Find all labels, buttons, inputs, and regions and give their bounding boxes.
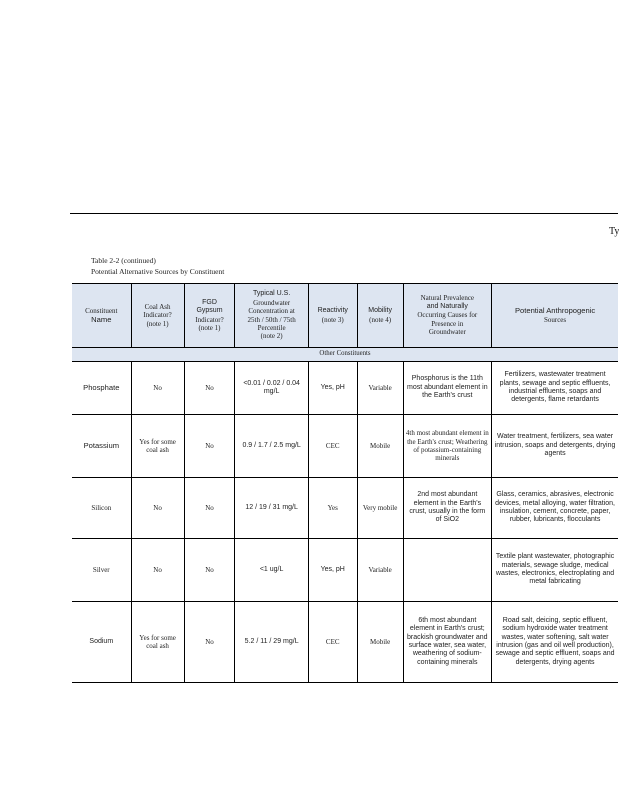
- cell-name: Sodium: [72, 602, 131, 683]
- cell-name: Silicon: [72, 478, 131, 539]
- cell-reactivity: CEC: [308, 415, 357, 478]
- header-coal-ash: Coal Ash Indicator? (note 1): [131, 284, 184, 348]
- cell-concentration: 12 / 19 / 31 mg/L: [235, 478, 308, 539]
- caption-subtitle: Potential Alternative Sources by Constituent: [91, 267, 225, 276]
- table-row: [72, 478, 618, 539]
- cell-concentration: <1 ug/L: [235, 539, 308, 602]
- page-header: Ty: [609, 226, 619, 237]
- table-row: [72, 539, 618, 602]
- cell-mobility: Variable: [357, 362, 403, 415]
- cell-fgd: No: [184, 602, 235, 683]
- table-row: [72, 362, 618, 415]
- header-row: [72, 284, 618, 348]
- cell-coal-ash: Yes for some coal ash: [131, 602, 184, 683]
- group-row: [72, 348, 618, 362]
- cell-natural: [403, 539, 492, 602]
- cell-anthropogenic: Glass, ceramics, abrasives, electronic devices, metal alloying, water filtration, insulation, cement, concrete, paper, rubber, lubricants, flocculants: [492, 478, 618, 539]
- cell-fgd: No: [184, 478, 235, 539]
- alternative-sources-table: [72, 283, 618, 683]
- header-constituent-name: Constituent Name: [72, 284, 131, 348]
- cell-concentration: <0.01 / 0.02 / 0.04 mg/L: [235, 362, 308, 415]
- cell-name: Silver: [72, 539, 131, 602]
- cell-reactivity: Yes, pH: [308, 539, 357, 602]
- group-label: Other Constituents: [72, 348, 618, 362]
- header-reactivity: Reactivity (note 3): [308, 284, 357, 348]
- cell-anthropogenic: Fertilizers, wastewater treatment plants, sewage and septic effluents, industrial effluents, soaps and detergents, flame retardants: [492, 362, 618, 415]
- table-row: [72, 415, 618, 478]
- header-typical-concentration: Typical U.S. Groundwater Concentration at 25th / 50th / 75th Percentile (note 2): [235, 284, 308, 348]
- cell-reactivity: CEC: [308, 602, 357, 683]
- cell-anthropogenic: Textile plant wastewater, photographic materials, sewage sludge, medical wastes, electronics, electroplating and metal fabricating: [492, 539, 618, 602]
- cell-anthropogenic: Road salt, deicing, septic effluent, sodium hydroxide water treatment wastes, water softening, salt water intrusion (gas and oil well production), sewage and septic effluent, soaps and detergents, drying agents: [492, 602, 618, 683]
- table-caption: [91, 255, 224, 277]
- cell-coal-ash: No: [131, 539, 184, 602]
- cell-fgd: No: [184, 362, 235, 415]
- caption-title: Table 2-2 (continued): [91, 256, 156, 265]
- table-row: [72, 602, 618, 683]
- cell-natural: Phosphorus is the 11th most abundant element in the Earth's crust: [403, 362, 492, 415]
- cell-fgd: No: [184, 539, 235, 602]
- cell-natural: 4th most abundant element in the Earth's crust; Weathering of potassium-containing minerals: [403, 415, 492, 478]
- cell-natural: 2nd most abundant element in the Earth's crust, usually in the form of SiO2: [403, 478, 492, 539]
- cell-concentration: 0.9 / 1.7 / 2.5 mg/L: [235, 415, 308, 478]
- cell-name: Potassium: [72, 415, 131, 478]
- cell-name: Phosphate: [72, 362, 131, 415]
- top-rule: [70, 213, 618, 214]
- cell-coal-ash: No: [131, 478, 184, 539]
- cell-mobility: Mobile: [357, 602, 403, 683]
- header-natural-prevalence: Natural Prevalence and Naturally Occurring Causes for Presence in Groundwater: [403, 284, 492, 348]
- header-fgd-gypsum: FGD Gypsum Indicator? (note 1): [184, 284, 235, 348]
- cell-mobility: Variable: [357, 539, 403, 602]
- cell-natural: 6th most abundant element in Earth's crust; brackish groundwater and surface water, sea water, weathering of sodium-containing minerals: [403, 602, 492, 683]
- cell-fgd: No: [184, 415, 235, 478]
- cell-reactivity: Yes: [308, 478, 357, 539]
- cell-concentration: 5.2 / 11 / 29 mg/L: [235, 602, 308, 683]
- cell-coal-ash: Yes for some coal ash: [131, 415, 184, 478]
- header-anthropogenic-sources: Potential Anthropogenic Sources: [492, 284, 618, 348]
- cell-coal-ash: No: [131, 362, 184, 415]
- cell-mobility: Very mobile: [357, 478, 403, 539]
- cell-anthropogenic: Water treatment, fertilizers, sea water intrusion, soaps and detergents, drying agents: [492, 415, 618, 478]
- header-mobility: Mobility (note 4): [357, 284, 403, 348]
- cell-reactivity: Yes, pH: [308, 362, 357, 415]
- cell-mobility: Mobile: [357, 415, 403, 478]
